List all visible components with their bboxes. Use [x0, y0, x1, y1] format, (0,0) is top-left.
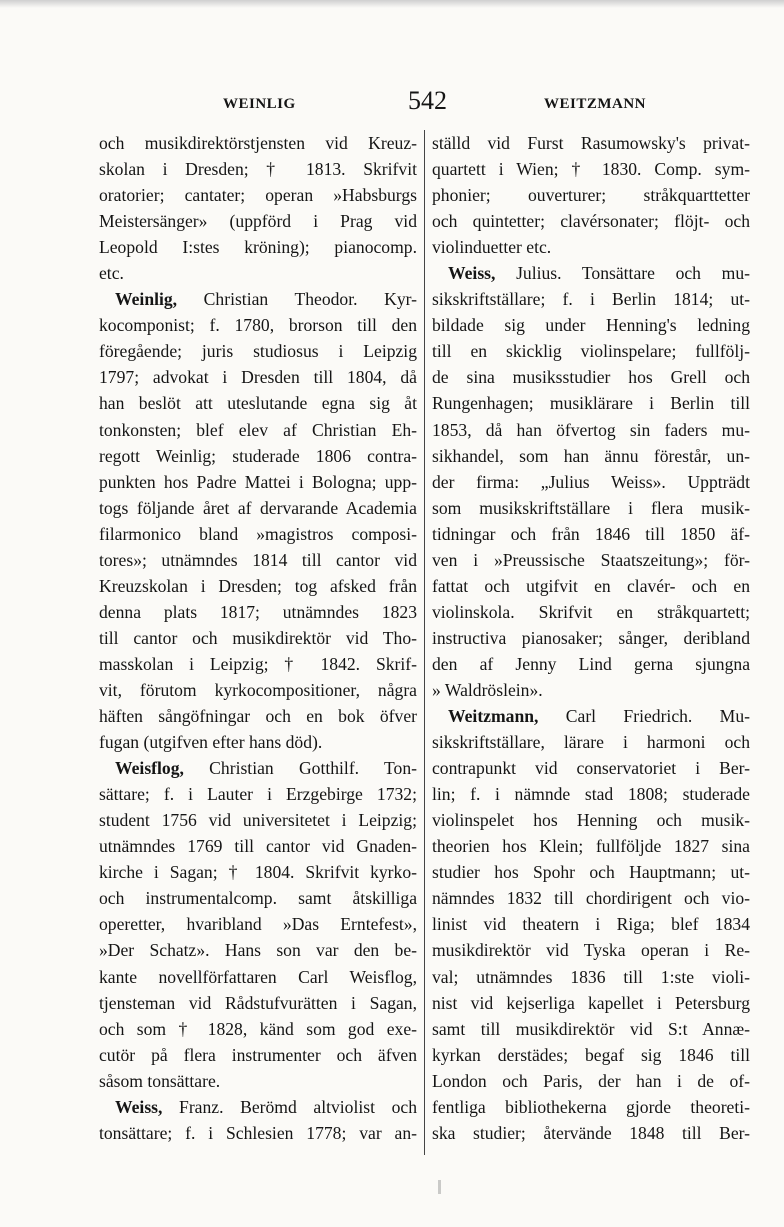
line-text: tidningar och från 1846 till 1850 äf- [432, 523, 750, 544]
text-line [99, 208, 417, 234]
line-text: Franz. Berömd altviolist och [162, 1096, 417, 1117]
line-text: fugan (utgifven efter hans död). [99, 732, 323, 753]
line-text: quartett i Wien; † 1830. Comp. sym- [432, 159, 750, 180]
line-text: samt till musikdirektör vid S:t Annæ- [432, 1018, 750, 1039]
line-text: till cantor och musikdirektör vid Tho- [99, 627, 417, 648]
line-text: föregående; juris studiosus i Leipzig [99, 341, 417, 362]
text-line [99, 1120, 417, 1146]
entry-headword: Weitzmann, [448, 706, 539, 727]
line-text: student 1756 vid universitetet i Leipzig; [99, 810, 417, 831]
text-line [99, 651, 417, 677]
text-line [99, 781, 417, 807]
text-line [432, 807, 750, 833]
text-line [99, 807, 417, 833]
text-line [99, 625, 417, 651]
line-text: såsom tonsättare. [99, 1070, 221, 1091]
page-number: 542 [408, 86, 447, 115]
text-line [432, 312, 750, 338]
text-line [99, 729, 417, 755]
line-text: denna plats 1817; utnämndes 1823 [99, 601, 417, 622]
text-line [99, 390, 417, 416]
line-text: ska studier; återvände 1848 till Ber- [432, 1122, 750, 1143]
text-line [432, 1016, 750, 1042]
text-line [432, 182, 750, 208]
entry-first-line [99, 286, 417, 312]
line-text: Carl Friedrich. Mu- [538, 706, 750, 727]
line-text: punkten hos Padre Mattei i Bologna; upp- [99, 471, 417, 492]
text-line [432, 833, 750, 859]
line-text: Kreuzskolan i Dresden; tog afsked från [99, 575, 417, 596]
text-line [99, 338, 417, 364]
line-text: den af Jenny Lind gerna sjungna [432, 653, 750, 674]
text-line [432, 1094, 750, 1120]
right-text-column [432, 130, 750, 1146]
line-text: tonkonsten; blef elev af Christian Eh- [99, 419, 417, 440]
line-text: till en skicklig violinspelare; fullfölj- [432, 341, 750, 362]
line-text: sikhandel, som han ännu förestår, un- [432, 445, 750, 466]
line-text: theorien hos Klein; fullföljde 1827 sina [432, 836, 750, 857]
text-line [432, 990, 750, 1016]
line-text: kante novellförfattaren Carl Weisflog, [99, 966, 417, 987]
text-line [432, 390, 750, 416]
text-line [432, 937, 750, 963]
text-line [432, 443, 750, 469]
entry-headword: Weiss, [448, 263, 496, 284]
line-text: cutör på flera instrumenter och äfven [99, 1044, 417, 1065]
line-text: violinskola. Skrifvit en stråkquartett; [432, 601, 750, 622]
column-divider [424, 130, 425, 1155]
line-text: togs följande året af dervarande Academia [99, 497, 417, 518]
text-line [99, 859, 417, 885]
entry-headword: Weinlig, [115, 289, 178, 310]
text-line [432, 573, 750, 599]
line-text: oratorier; cantater; operan »Habsburgs [99, 185, 417, 206]
text-line [432, 781, 750, 807]
header-right-keyword: WEITZMANN [544, 96, 647, 112]
line-text: sättare; f. i Lauter i Erzgebirge 1732; [99, 784, 417, 805]
text-line [432, 677, 750, 703]
line-text: kocomponist; f. 1780, brorson till den [99, 315, 417, 336]
entry-headword: Weisflog, [115, 758, 184, 779]
line-text: musikdirektör vid Tyska operan i Re- [432, 940, 750, 961]
line-text: tonsättare; f. i Schlesien 1778; var an- [99, 1122, 417, 1143]
line-text: utnämndes 1769 till cantor vid Gnaden- [99, 836, 417, 857]
text-line [432, 417, 750, 443]
text-line [99, 599, 417, 625]
line-text: och som † 1828, känd som god exe- [99, 1018, 417, 1039]
line-text: instructiva pianosaker; sånger, deribland [432, 627, 750, 648]
text-line [432, 547, 750, 573]
line-text: val; utnämndes 1836 till 1:ste violi- [432, 966, 750, 987]
line-text: och musikdirektörstjensten vid Kreuz- [99, 133, 417, 153]
text-line [432, 755, 750, 781]
text-line [99, 1068, 417, 1094]
line-text: phonier; ouverturer; stråkquarttetter [432, 185, 750, 206]
line-text: de sina musiksstudier hos Grell och [432, 367, 750, 388]
line-text: contrapunkt vid conservatoriet i Ber- [432, 758, 750, 779]
line-text: kyrkan derstädes; begaf sig 1846 till [432, 1044, 750, 1065]
text-line [99, 1016, 417, 1042]
text-line [432, 208, 750, 234]
line-text: skolan i Dresden; † 1813. Skrifvit [99, 159, 417, 180]
page-top-edge [0, 0, 784, 8]
text-line [99, 364, 417, 390]
line-text: violinduetter etc. [432, 237, 552, 258]
line-text: Rungenhagen; musiklärare i Berlin till [432, 393, 750, 414]
text-line [99, 885, 417, 911]
text-line [99, 521, 417, 547]
text-line [99, 130, 417, 156]
line-text: masskolan i Leipzig; † 1842. Skrif- [99, 653, 417, 674]
text-line [432, 729, 750, 755]
entry-first-line [99, 1094, 417, 1120]
line-text: häften sångöfningar och en bok öfver [99, 706, 417, 727]
line-text: bildade sig under Henning's ledning [432, 315, 750, 336]
line-text: linist vid theatern i Riga; blef 1834 [432, 914, 750, 935]
text-line [99, 677, 417, 703]
line-text: der firma: „Julius Weiss». Uppträdt [432, 471, 750, 492]
entry-first-line [432, 260, 750, 286]
text-line [432, 651, 750, 677]
text-line [432, 521, 750, 547]
left-text-column [99, 130, 417, 1146]
line-text: vit, förutom kyrkocompositioner, några [99, 679, 417, 700]
text-line [99, 260, 417, 286]
line-text: 1853, då han öfvertog sin faders mu- [432, 419, 750, 440]
text-line [432, 859, 750, 885]
line-text: regott Weinlig; studerade 1806 contra- [99, 445, 417, 466]
text-line [99, 469, 417, 495]
text-line [99, 312, 417, 338]
text-line [432, 964, 750, 990]
line-text: tjensteman vid Rådstufvurätten i Sagan, [99, 992, 417, 1013]
line-text: nämndes 1832 till chordirigent och vio- [432, 888, 750, 909]
text-line [99, 990, 417, 1016]
line-text: som musikskriftställare i flera musik- [432, 497, 750, 518]
text-line [432, 364, 750, 390]
line-text: lin; f. i nämnde stad 1808; studerade [432, 784, 750, 805]
line-text: sikskriftställare, lärare i harmoni och [432, 732, 750, 753]
entry-headword: Weiss, [115, 1096, 163, 1117]
line-text: studier hos Spohr och Hauptmann; ut- [432, 862, 750, 883]
line-text: 1797; advokat i Dresden till 1804, då [99, 367, 417, 388]
text-line [99, 443, 417, 469]
text-line [99, 495, 417, 521]
line-text: operetter, hvaribland »Das Erntefest», [99, 914, 417, 935]
line-text: och quintetter; clavérsonater; flöjt- och [432, 211, 750, 232]
line-text: Christian Gotthilf. Ton- [183, 758, 417, 779]
text-line [432, 911, 750, 937]
line-text: fentliga bibliothekerna gjorde theoreti- [432, 1096, 750, 1117]
text-line [432, 1120, 750, 1146]
text-line [99, 182, 417, 208]
line-text: ställd vid Furst Rasumowsky's privat- [432, 133, 750, 153]
line-text: nist vid kejserliga kapellet i Petersburg [432, 992, 750, 1013]
text-line [432, 286, 750, 312]
text-line [432, 338, 750, 364]
line-text: tores»; utnämndes 1814 till cantor vid [99, 549, 417, 570]
line-text: och instrumentalcomp. samt åtskilliga [99, 888, 417, 909]
header-left-keyword: WEINLIG [223, 96, 296, 112]
running-header [0, 86, 784, 126]
text-line [99, 234, 417, 260]
line-text: » Waldröslein». [432, 679, 543, 700]
line-text: sikskriftställare; f. i Berlin 1814; ut- [432, 289, 750, 310]
entry-first-line [99, 755, 417, 781]
line-text: han beslöt att uteslutande egna sig åt [99, 393, 417, 414]
line-text: Leopold I:stes kröning); pianocomp. [99, 237, 417, 258]
text-line [432, 469, 750, 495]
line-text: Christian Theodor. Kyr- [177, 289, 417, 310]
text-line [99, 573, 417, 599]
entry-first-line [432, 703, 750, 729]
line-text: kirche i Sagan; † 1804. Skrifvit kyrko- [99, 862, 417, 883]
text-line [99, 1042, 417, 1068]
text-line [99, 833, 417, 859]
text-line [99, 547, 417, 573]
line-text: »Der Schatz». Hans son var den be- [99, 940, 417, 961]
text-line [432, 885, 750, 911]
text-line [99, 156, 417, 182]
text-line [432, 234, 750, 260]
text-line [432, 1042, 750, 1068]
line-text: violinspelet hos Henning och musik- [432, 810, 750, 831]
line-text: Julius. Tonsättare och mu- [495, 263, 750, 284]
text-line [432, 599, 750, 625]
text-line [99, 703, 417, 729]
text-line [432, 156, 750, 182]
text-line [99, 937, 417, 963]
text-line [432, 625, 750, 651]
line-text: etc. [99, 263, 124, 284]
text-line [99, 911, 417, 937]
line-text: London och Paris, der han i de of- [432, 1070, 750, 1091]
line-text: filarmonico bland »magistros composi- [99, 523, 417, 544]
line-text: Meistersänger» (uppförd i Prag vid [99, 211, 417, 232]
line-text: ven i »Preussische Staatszeitung»; för- [432, 549, 750, 570]
text-line [432, 495, 750, 521]
text-line [432, 130, 750, 156]
paper-mark [438, 1180, 441, 1194]
text-line [99, 964, 417, 990]
text-line [99, 417, 417, 443]
text-line [432, 1068, 750, 1094]
line-text: fattat och utgifvit en clavér- och en [432, 575, 750, 596]
